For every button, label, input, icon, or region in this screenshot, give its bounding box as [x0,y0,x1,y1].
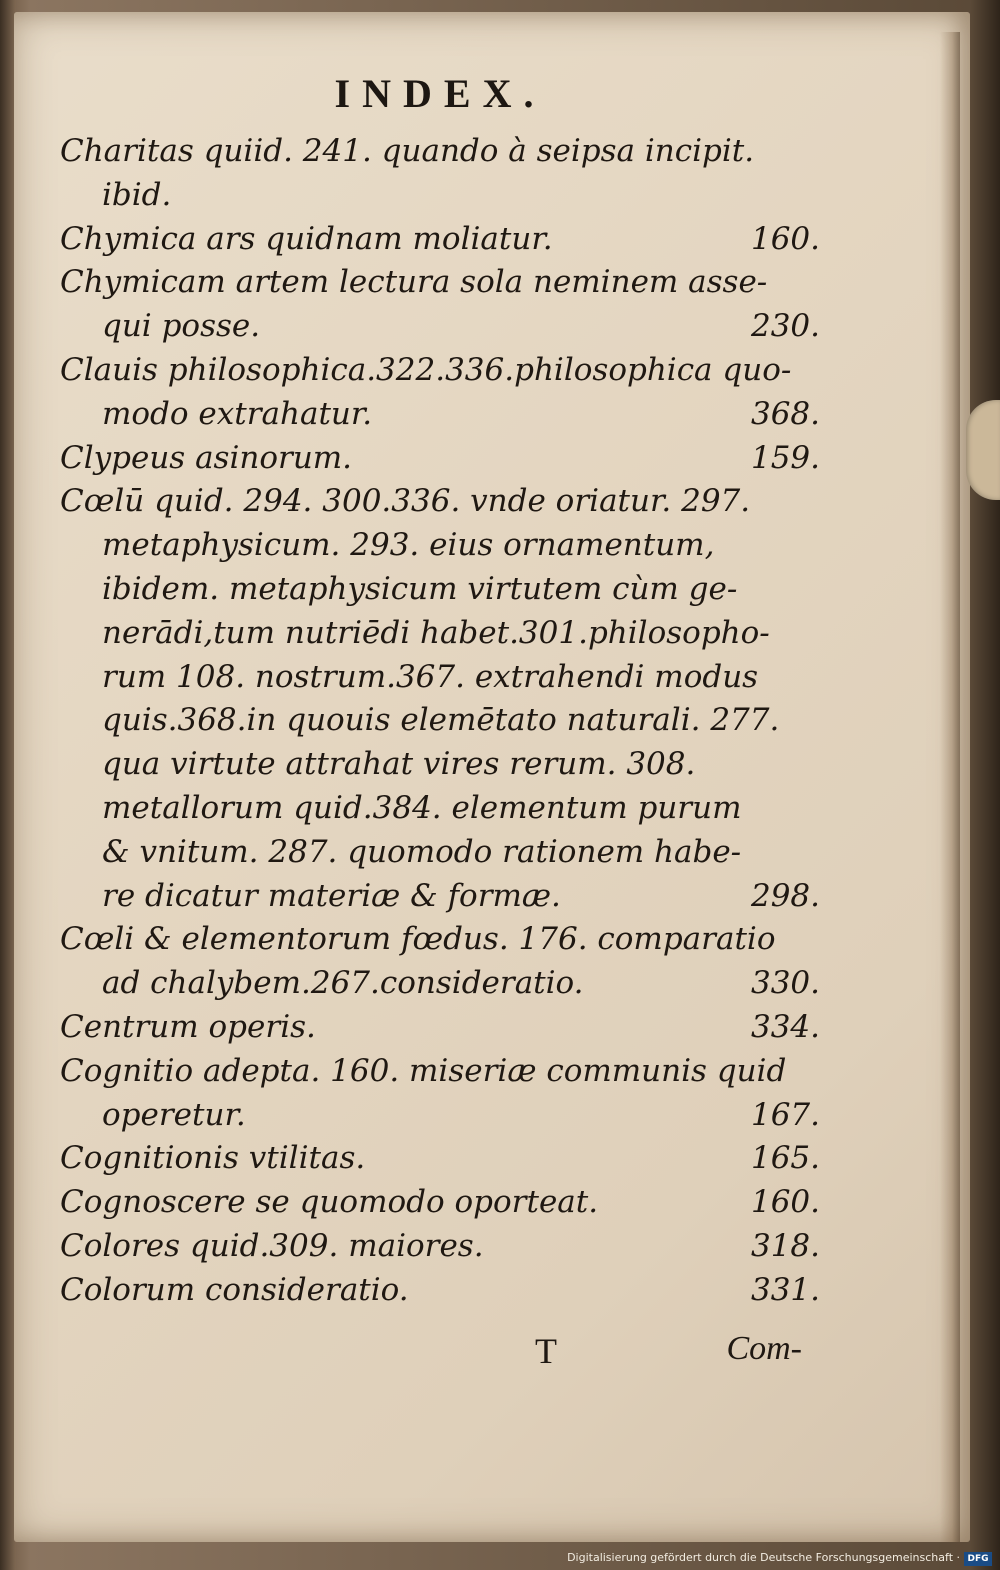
index-entry [60,1137,820,1181]
index-entry [60,130,820,174]
index-entry [60,261,820,305]
index-entry-continuation [60,174,820,218]
index-entry [60,218,820,262]
entry-text: quis.368.in quouis elemētato naturali. 277. [102,702,780,739]
entry-text: Charitas quiid. 241. quando à seipsa incipit. [60,133,755,169]
page-reference: 331. [750,1271,820,1308]
index-entry-continuation [60,743,820,787]
entry-text: Clauis philosophica.322.336.philosophica quo- [60,351,792,388]
binding-tab [966,400,1000,500]
index-entry-continuation [60,656,820,700]
page-reference: 334. [750,1008,820,1045]
entry-text: Colores quid.309. maiores. [60,1227,484,1264]
digitization-credit: Digitalisierung gefördert durch die Deutsche Forschungsgemeinschaft · [567,1551,960,1564]
entry-text: Colorum consideratio. [60,1271,409,1308]
index-entry [60,480,820,524]
index-entry-continuation [60,962,820,1006]
index-entry [60,1269,820,1313]
page-reference: 160. [750,1184,820,1221]
index-entry [60,349,820,393]
page-reference: 318. [750,1227,820,1264]
index-heading: INDEX. [334,71,546,116]
entry-text: ibidem. metaphysicum virtutem cùm ge- [102,570,738,607]
dfg-logo: DFG [964,1552,992,1566]
index-entry [60,1225,820,1269]
entry-text: Chymicam artem lectura sola neminem asse- [60,264,768,301]
entry-text: qua virtute attrahat vires rerum. 308. [102,746,696,783]
entry-text: ad chalybem.267.consideratio. [102,965,584,1002]
entry-text: qui posse. [102,308,261,345]
entry-text: Chymica ars quidnam moliatur. [60,220,553,257]
entry-text: Cognoscere se quomodo oporteat. [60,1184,599,1221]
page-reference: 159. [750,439,820,476]
entry-text: Centrum operis. [60,1008,316,1045]
entry-text: Cognitionis vtilitas. [60,1140,366,1177]
page-reference: 165. [750,1140,820,1177]
index-entry [60,1006,820,1050]
entry-text: re dicatur materiæ & formæ. [102,877,561,914]
entry-text: nerādi,tum nutriēdi habet.301.philosopho- [102,614,770,651]
entry-text: modo extrahatur. [102,395,373,432]
index-entry [60,1050,820,1094]
entry-text: operetur. [102,1096,246,1133]
index-entry-continuation [60,568,820,612]
entry-text: Cognitio adepta. 160. miseriæ communis quid [60,1052,787,1089]
index-entry-continuation [60,787,820,831]
page-reference: 167. [750,1096,820,1133]
index-entry-continuation [60,524,820,568]
index-entry-continuation [60,699,820,743]
page-edge-shadow [940,32,960,1542]
page-reference: 330. [750,965,820,1002]
catchword: Com- [726,1330,802,1367]
entry-text: metaphysicum. 293. eius ornamentum, [102,527,715,564]
entry-text: Cœlū quid. 294. 300.336. vnde oriatur. 297. [60,483,751,520]
index-entry-continuation [60,612,820,656]
index-entry-continuation [60,875,820,919]
index-entry-continuation [60,305,820,349]
entry-text: Clypeus asinorum. [60,439,353,476]
entry-text: Cœli & elementorum fœdus. 176. comparatio [60,921,776,958]
page-reference: 160. [750,220,820,257]
entry-text: rum 108. nostrum.367. extrahendi modus [102,658,759,695]
index-entry-continuation [60,393,820,437]
index-entry [60,918,820,962]
entry-text: ibid. [102,176,172,213]
index-entry-continuation [60,1094,820,1138]
page-reference: 368. [750,395,820,432]
page-reference: 230. [750,308,820,345]
signature-mark: T [535,1331,557,1371]
index-entry-continuation [60,831,820,875]
index-entry [60,437,820,481]
page-footer [0,1330,820,1380]
page-reference: 298. [750,877,820,914]
entry-text: & vnitum. 287. quomodo rationem habe- [102,833,742,870]
index-entry [60,1181,820,1225]
index-entries [60,130,820,1313]
entry-text: metallorum quid.384. elementum purum [102,789,742,826]
